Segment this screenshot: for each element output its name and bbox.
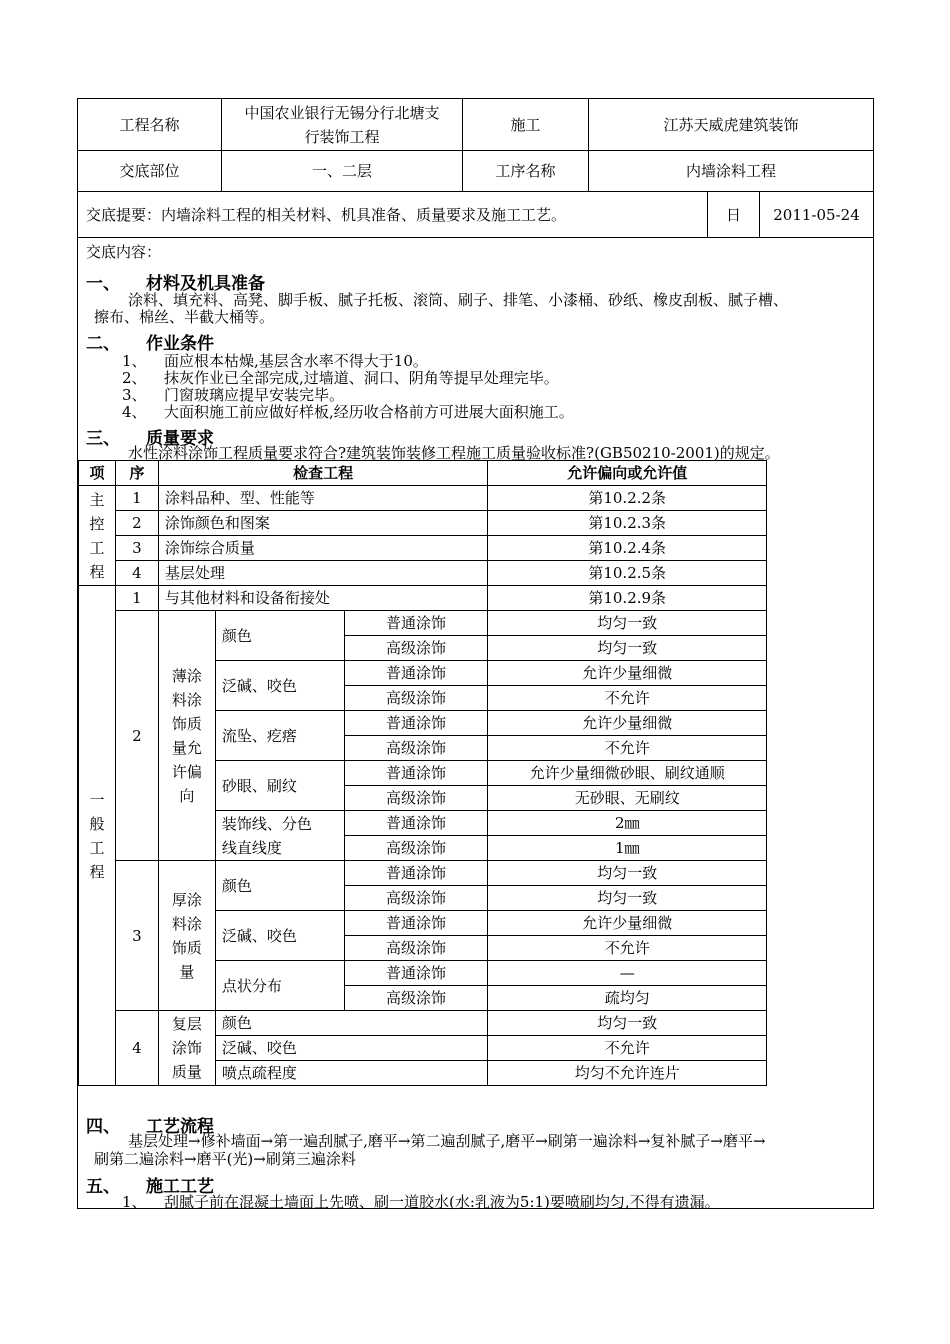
general-group-char: 程 <box>89 862 105 881</box>
summary-text: 交底提要：内墙涂料工程的相关材料、机具准备、质量要求及施工工艺。 <box>78 192 708 237</box>
allow-cell: 第10.2.5条 <box>488 561 767 586</box>
general-group-char: 工 <box>89 838 105 857</box>
section-1-title: 材料及机具准备 <box>146 274 265 294</box>
process-1-number: 1、 <box>122 1193 147 1211</box>
section-4-line-1: 基层处理→修补墙面→第一遍刮腻子,磨平→第二遍刮腻子,磨平→刷第一遍涂料→复补腻子→磨平→ <box>128 1132 766 1150</box>
normal-label: 普通涂饰 <box>344 661 488 686</box>
date-value: 2011-05-24 <box>773 205 860 224</box>
multilayer-label-line: 复层 <box>171 1015 202 1033</box>
advanced-label: 高级涂饰 <box>344 786 488 811</box>
check-item-cell: 泛碱、咬色 <box>215 1036 488 1061</box>
allow-cell: 1㎜ <box>488 836 767 861</box>
condition-2-number: 2、 <box>122 369 147 387</box>
thick-label-line: 饰质 <box>171 938 202 957</box>
check-cell: 基层处理 <box>158 561 488 586</box>
normal-label: 普通涂饰 <box>344 811 488 836</box>
allow-cell: — <box>488 961 767 986</box>
table-header-row <box>79 461 767 486</box>
allow-cell: 第10.2.4条 <box>488 536 767 561</box>
thick-label-line: 料涂 <box>171 914 202 933</box>
check-item-line: 装饰线、分色 <box>221 814 312 833</box>
section-5-title: 施工工艺 <box>146 1177 214 1197</box>
section-5-number: 五、 <box>86 1177 120 1197</box>
table-row <box>79 561 767 586</box>
seq-cell: 2 <box>115 611 158 861</box>
table-row <box>79 611 767 636</box>
check-cell: 涂料品种、型、性能等 <box>158 486 488 511</box>
condition-3-number: 3、 <box>122 386 147 404</box>
process-1-text: 刮腻子前在混凝土墙面上先喷、刷一道胶水(水:乳液为5:1)要喷刷均匀,不得有遗漏。 <box>164 1193 720 1211</box>
allow-cell: 均匀一致 <box>488 861 767 886</box>
check-item-cell <box>215 811 344 861</box>
header-item: 项 <box>79 461 116 486</box>
allow-cell: 均匀一致 <box>488 611 767 636</box>
table-row <box>79 511 767 536</box>
allow-cell: 不允许 <box>488 686 767 711</box>
location-value: 一、二层 <box>222 151 463 191</box>
seq-cell: 4 <box>115 1011 158 1086</box>
thin-label-line: 薄涂 <box>171 666 202 685</box>
general-group <box>79 586 116 1086</box>
normal-label: 普通涂饰 <box>344 911 488 936</box>
section-2-number: 二、 <box>86 334 120 354</box>
allow-cell: 均匀一致 <box>488 886 767 911</box>
check-item-cell: 泛碱、咬色 <box>215 911 344 961</box>
multilayer-label-line: 涂饰 <box>171 1039 202 1057</box>
location-label: 交底部位 <box>78 151 222 191</box>
advanced-label: 高级涂饰 <box>344 686 488 711</box>
seq-cell: 1 <box>115 486 158 511</box>
thin-label-line: 饰质 <box>171 714 202 733</box>
normal-label: 普通涂饰 <box>344 761 488 786</box>
allow-cell: 均匀一致 <box>488 1011 767 1036</box>
check-item-cell: 点状分布 <box>215 961 344 1011</box>
thin-label-line: 量允 <box>171 738 202 757</box>
project-name-value <box>222 99 463 150</box>
check-item-line: 线直线度 <box>221 838 282 857</box>
seq-cell: 4 <box>115 561 158 586</box>
section-3-title: 质量要求 <box>146 429 214 449</box>
header-row-3 <box>78 192 873 238</box>
intro-label: 交底内容： <box>86 243 162 261</box>
quality-table <box>78 460 767 1086</box>
advanced-label: 高级涂饰 <box>344 636 488 661</box>
condition-1-number: 1、 <box>122 352 147 370</box>
section-1-line-2: 擦布、棉丝、半截大桶等。 <box>94 308 275 326</box>
multilayer-coating-label <box>158 1011 215 1086</box>
content-body <box>84 240 869 1211</box>
main-group-char: 工 <box>89 538 105 557</box>
project-name-label: 工程名称 <box>78 99 222 150</box>
allow-cell: 不允许 <box>488 736 767 761</box>
header-allow: 允许偏向或允许值 <box>488 461 767 486</box>
main-group-char: 程 <box>89 562 105 581</box>
section-4-line-2: 刷第二遍涂料→磨平(光)→刷第三遍涂料 <box>94 1150 356 1168</box>
section-4-number: 四、 <box>86 1117 120 1137</box>
header-row-2 <box>78 151 873 192</box>
check-item-cell: 喷点疏程度 <box>215 1061 488 1086</box>
check-item-cell: 颜色 <box>215 861 344 911</box>
check-cell: 与其他材料和设备衔接处 <box>158 586 488 611</box>
check-item-cell: 颜色 <box>215 1011 488 1036</box>
allow-cell: 均匀不允许连片 <box>488 1061 767 1086</box>
section-1-line-1: 涂料、填充料、高凳、脚手板、腻子托板、滚筒、刷子、排笔、小漆桶、砂纸、橡皮刮板、腻子槽、 <box>128 291 789 309</box>
section-2-title: 作业条件 <box>146 334 214 354</box>
check-cell: 涂饰综合质量 <box>158 536 488 561</box>
seq-cell: 3 <box>115 536 158 561</box>
allow-cell: 无砂眼、无刷纹 <box>488 786 767 811</box>
thick-coating-label <box>158 861 215 1011</box>
header-row-1 <box>78 99 873 151</box>
section-3-number: 三、 <box>86 429 120 449</box>
seq-cell: 1 <box>115 586 158 611</box>
allow-cell: 允许少量细微 <box>488 711 767 736</box>
section-4-title: 工艺流程 <box>146 1117 214 1137</box>
allow-cell: 疏均匀 <box>488 986 767 1011</box>
construction-label: 施工 <box>463 99 589 150</box>
advanced-label: 高级涂饰 <box>344 886 488 911</box>
allow-cell: 第10.2.9条 <box>488 586 767 611</box>
allow-cell: 第10.2.3条 <box>488 511 767 536</box>
date-label: 日 <box>708 192 760 237</box>
header-check: 检查工程 <box>158 461 488 486</box>
thin-coating-label <box>158 611 215 861</box>
normal-label: 普通涂饰 <box>344 611 488 636</box>
section-3-line: 水性涂料涂饰工程质量要求符合?建筑装饰装修工程施工质量验收标准?(GB50210-2001)的规定。 <box>128 444 780 462</box>
table-row <box>79 586 767 611</box>
thick-label-line: 厚涂 <box>171 890 202 909</box>
thin-label-line: 许偏 <box>171 762 202 781</box>
seq-cell: 3 <box>115 861 158 1011</box>
condition-1-text: 面应根本枯燥,基层含水率不得大于10。 <box>164 352 428 370</box>
check-item-cell: 流坠、疙瘩 <box>215 711 344 761</box>
allow-cell: 第10.2.2条 <box>488 486 767 511</box>
table-row <box>79 486 767 511</box>
general-group-char: 一 <box>89 790 105 809</box>
process-label: 工序名称 <box>463 151 589 191</box>
advanced-label: 高级涂饰 <box>344 736 488 761</box>
normal-label: 普通涂饰 <box>344 961 488 986</box>
condition-2-text: 抹灰作业已全部完成,过墙道、洞口、阴角等提早处理完毕。 <box>164 369 559 387</box>
multilayer-label-line: 质量 <box>171 1063 202 1081</box>
disclosure-form <box>77 98 874 1209</box>
thin-label-line: 向 <box>179 786 195 805</box>
check-cell: 涂饰颜色和图案 <box>158 511 488 536</box>
table-row <box>79 1011 767 1036</box>
allow-cell: 不允许 <box>488 1036 767 1061</box>
process-value: 内墙涂料工程 <box>685 162 776 180</box>
allow-cell: 允许少量细微 <box>488 661 767 686</box>
condition-3-text: 门窗玻璃应提早安装完毕。 <box>164 386 345 404</box>
table-row <box>79 536 767 561</box>
check-item-cell: 泛碱、咬色 <box>215 661 344 711</box>
condition-4-number: 4、 <box>122 403 147 421</box>
thin-label-line: 料涂 <box>171 690 202 709</box>
normal-label: 普通涂饰 <box>344 711 488 736</box>
condition-4-text: 大面积施工前应做好样板,经历收合格前方可进展大面积施工。 <box>164 403 574 421</box>
thick-label-line: 量 <box>179 962 195 981</box>
table-row <box>79 861 767 886</box>
allow-cell: 2㎜ <box>488 811 767 836</box>
allow-cell: 均匀一致 <box>488 636 767 661</box>
construction-value: 江苏天威虎建筑装饰 <box>663 115 799 134</box>
project-name-line-2: 行装饰工程 <box>304 127 380 146</box>
check-item-cell: 砂眼、刷纹 <box>215 761 344 811</box>
advanced-label: 高级涂饰 <box>344 836 488 861</box>
main-group-char: 控 <box>89 514 105 533</box>
allow-cell: 不允许 <box>488 936 767 961</box>
allow-cell: 允许少量细微 <box>488 911 767 936</box>
allow-cell: 允许少量细微砂眼、刷纹通顺 <box>488 761 767 786</box>
advanced-label: 高级涂饰 <box>344 936 488 961</box>
section-1-number: 一、 <box>86 274 120 294</box>
advanced-label: 高级涂饰 <box>344 986 488 1011</box>
general-group-char: 般 <box>89 814 105 833</box>
normal-label: 普通涂饰 <box>344 861 488 886</box>
check-item-cell: 颜色 <box>215 611 344 661</box>
main-control-group <box>79 486 116 586</box>
project-name-line-1: 中国农业银行无锡分行北塘支 <box>244 103 440 122</box>
header-seq: 序 <box>115 461 158 486</box>
main-group-char: 主 <box>89 490 105 509</box>
seq-cell: 2 <box>115 511 158 536</box>
